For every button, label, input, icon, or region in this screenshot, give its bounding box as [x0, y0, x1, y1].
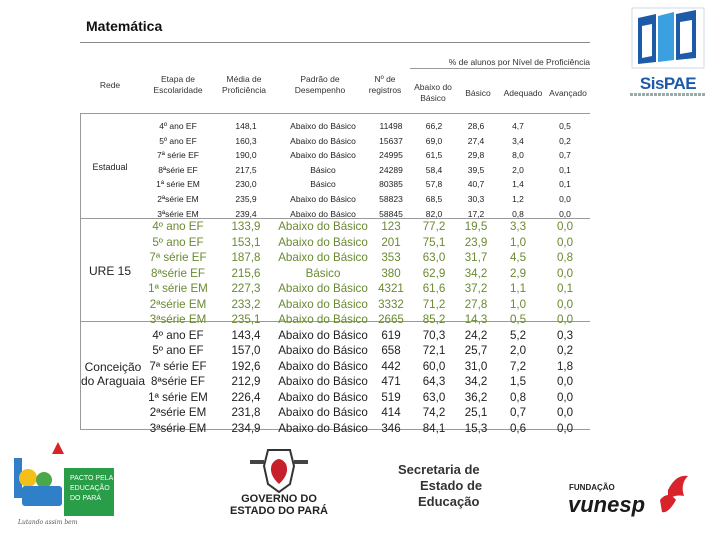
- cell-registros: 658: [381, 344, 401, 357]
- fundacao-text: FUNDAÇÃO: [569, 483, 615, 492]
- cell-abaixo: 64,3: [422, 375, 446, 388]
- cell-media: 235,9: [235, 193, 257, 204]
- table-row: [140, 312, 590, 328]
- cell-media: 235,1: [231, 313, 261, 326]
- cell-padrao: Abaixo do Básico: [278, 313, 368, 326]
- cell-media: 153,1: [231, 235, 261, 249]
- governo-para-logo-icon: [230, 450, 328, 517]
- seduc-line2: Estado de: [420, 478, 483, 493]
- cell-adequado: 2,9: [509, 266, 527, 280]
- cell-adequado: 0,6: [509, 421, 527, 435]
- cell-registros: 471: [381, 375, 401, 388]
- cell-media: 143,4: [231, 328, 261, 342]
- cell-avancado: 1,8: [556, 359, 574, 373]
- governo-line1: GOVERNO DO: [241, 493, 317, 505]
- cell-basico: 34,2: [464, 266, 488, 280]
- cell-abaixo: 69,0: [425, 135, 443, 146]
- cell-avancado: 0,0: [559, 208, 571, 219]
- cell-media: 192,6: [231, 359, 261, 373]
- cell-padrao: Abaixo do Básico: [278, 220, 368, 233]
- cell-avancado: 0,2: [559, 135, 571, 146]
- cell-adequado: 1,5: [509, 375, 527, 388]
- seduc-logo-icon: [398, 462, 482, 509]
- cell-registros: 619: [381, 328, 401, 342]
- cell-registros: 123: [381, 220, 401, 233]
- table-row: [140, 390, 590, 406]
- cell-etapa: 4º ano EF: [159, 121, 197, 131]
- cell-etapa: 5º ano EF: [152, 235, 204, 249]
- cell-etapa: 5º ano EF: [159, 135, 197, 146]
- cell-basico: 15,3: [464, 421, 488, 435]
- cell-abaixo: 77,2: [422, 220, 446, 233]
- cell-registros: 201: [381, 235, 401, 249]
- estadual-rows: [140, 119, 590, 221]
- cell-avancado: 0,0: [556, 390, 574, 404]
- pacto-tagline: Lutando assim bem: [18, 519, 78, 526]
- svg-text:DO PARÁ: DO PARÁ: [70, 495, 101, 502]
- cell-basico: 30,3: [467, 193, 485, 204]
- cell-etapa: 3ªsérie EM: [149, 313, 207, 326]
- cell-padrao: Abaixo do Básico: [278, 235, 368, 249]
- table-row: [140, 405, 590, 421]
- cell-registros: 15637: [379, 135, 403, 146]
- cell-abaixo: 57,8: [425, 179, 443, 190]
- cell-media: 239,4: [235, 208, 257, 219]
- cell-basico: 14,3: [464, 313, 488, 326]
- cell-registros: 2665: [378, 313, 404, 326]
- cell-etapa: 4º ano EF: [152, 328, 204, 342]
- cell-adequado: 1,2: [512, 193, 524, 204]
- cell-basico: 39,5: [467, 164, 485, 175]
- cell-abaixo: 66,2: [425, 121, 443, 131]
- footer-logos: [0, 440, 720, 540]
- table-row: [140, 281, 590, 297]
- cell-media: 227,3: [231, 282, 261, 295]
- cell-media: 233,2: [231, 297, 261, 311]
- cell-basico: 17,2: [467, 208, 485, 219]
- cell-avancado: 0,1: [559, 164, 571, 175]
- cell-media: 133,9: [231, 220, 261, 233]
- cell-basico: 19,5: [464, 220, 488, 233]
- cell-registros: 519: [381, 390, 401, 404]
- page-title: Matemática: [86, 18, 163, 34]
- cell-adequado: 0,7: [509, 406, 527, 419]
- cell-adequado: 7,2: [509, 359, 527, 373]
- cell-abaixo: 58,4: [425, 164, 443, 175]
- cell-padrao: Abaixo do Básico: [278, 421, 368, 435]
- table-row: [140, 343, 590, 359]
- cell-registros: 353: [381, 251, 401, 264]
- cell-padrao: Abaixo do Básico: [290, 193, 356, 204]
- cell-avancado: 0,2: [556, 344, 574, 357]
- cell-etapa: 8ªsérie EF: [158, 164, 198, 175]
- cell-avancado: 0,0: [556, 266, 574, 280]
- cell-etapa: 8ªsérie EF: [151, 375, 205, 388]
- table-row: [140, 235, 590, 251]
- vunesp-logo-icon: [568, 476, 688, 517]
- table-row: [140, 250, 590, 266]
- svg-text:EDUCAÇÃO: EDUCAÇÃO: [70, 485, 110, 492]
- cell-etapa: 5º ano EF: [152, 344, 204, 357]
- cell-abaixo: 62,9: [422, 266, 446, 280]
- cell-abaixo: 68,5: [425, 193, 443, 204]
- cell-media: 190,0: [235, 150, 257, 161]
- cell-adequado: 1,4: [512, 179, 524, 190]
- cell-etapa: 3ªsérie EM: [157, 208, 199, 219]
- cell-etapa: 1ª série EM: [156, 179, 200, 190]
- cell-padrao: Abaixo do Básico: [278, 251, 368, 264]
- ure15-rows: [140, 219, 590, 328]
- header-rede: Rede: [99, 80, 121, 90]
- cell-abaixo: 85,2: [422, 313, 446, 326]
- cell-media: 217,5: [235, 164, 257, 175]
- super-header-rule: [410, 68, 590, 69]
- cell-avancado: 0,0: [556, 220, 574, 233]
- cell-padrao: Abaixo do Básico: [278, 406, 368, 419]
- title-divider: [80, 42, 590, 43]
- cell-adequado: 2,0: [512, 164, 524, 175]
- cell-media: 234,9: [231, 421, 261, 435]
- header-adequado: Adequado: [503, 88, 543, 98]
- cell-padrao: Abaixo do Básico: [278, 375, 368, 388]
- cell-basico: 29,8: [467, 150, 485, 161]
- seduc-line3: Educação: [418, 494, 480, 509]
- cell-abaixo: 74,2: [422, 406, 446, 419]
- cell-registros: 24995: [379, 150, 403, 161]
- cell-basico: 24,2: [464, 328, 488, 342]
- cell-etapa: 3ªsérie EM: [149, 421, 207, 435]
- table-row: [140, 134, 590, 149]
- table-row: [140, 374, 590, 390]
- cell-padrao: Abaixo do Básico: [278, 297, 368, 311]
- cell-abaixo: 63,0: [422, 251, 446, 264]
- cell-etapa: 1ª série EM: [148, 282, 208, 295]
- pacto-logo-text: PACTO PELA: [70, 475, 114, 482]
- cell-registros: 380: [381, 266, 401, 280]
- cell-abaixo: 75,1: [422, 235, 446, 249]
- cell-registros: 24289: [379, 164, 403, 175]
- cell-padrao: Abaixo do Básico: [290, 150, 356, 161]
- header-bottom-rule: [80, 113, 590, 114]
- cell-abaixo: 71,2: [422, 297, 446, 311]
- cell-avancado: 0,1: [559, 179, 571, 190]
- cell-abaixo: 70,3: [422, 328, 446, 342]
- cell-padrao: Abaixo do Básico: [278, 390, 368, 404]
- cell-etapa: 8ªsérie EF: [151, 266, 205, 280]
- cell-registros: 442: [381, 359, 401, 373]
- cell-etapa: 2ªsérie EM: [149, 406, 207, 419]
- cell-adequado: 0,8: [509, 390, 527, 404]
- cell-basico: 31,0: [464, 359, 488, 373]
- cell-registros: 346: [381, 421, 401, 435]
- cell-adequado: 2,0: [509, 344, 527, 357]
- table-row: [140, 163, 590, 178]
- table-row: [140, 328, 590, 344]
- cell-media: 231,8: [231, 406, 261, 419]
- cell-adequado: 1,1: [509, 282, 527, 295]
- table-row: [140, 266, 590, 282]
- conceicao-rows: [140, 328, 590, 437]
- cell-abaixo: 61,6: [422, 282, 446, 295]
- proficiency-super-header: % de alunos por Nível de Proficiência: [448, 57, 590, 67]
- cell-basico: 36,2: [464, 390, 488, 404]
- cell-padrao: Básico: [310, 164, 336, 175]
- cell-avancado: 0,0: [559, 193, 571, 204]
- table-row: [140, 219, 590, 235]
- cell-avancado: 0,1: [556, 282, 574, 295]
- cell-media: 230,0: [235, 179, 257, 190]
- cell-padrao: Abaixo do Básico: [290, 208, 356, 219]
- cell-basico: 31,7: [464, 251, 488, 264]
- cell-registros: 11498: [379, 121, 403, 131]
- cell-adequado: 5,2: [509, 328, 527, 342]
- cell-adequado: 3,4: [512, 135, 524, 146]
- cell-etapa: 1ª série EM: [148, 390, 208, 404]
- cell-abaixo: 61,5: [425, 150, 443, 161]
- cell-adequado: 4,5: [509, 251, 527, 264]
- cell-basico: 27,8: [464, 297, 488, 311]
- cell-abaixo: 60,0: [422, 359, 446, 373]
- cell-basico: 23,9: [464, 235, 488, 249]
- cell-padrao: Básico: [305, 266, 341, 280]
- table-row: [140, 119, 590, 134]
- cell-registros: 4321: [378, 282, 404, 295]
- cell-etapa: 7ª série EF: [149, 251, 207, 264]
- header-etapa: Etapa de Escolaridade: [153, 74, 203, 95]
- cell-padrao: Abaixo do Básico: [290, 121, 356, 131]
- cell-media: 148,1: [235, 121, 257, 131]
- rede-ure15: URE 15: [88, 264, 132, 278]
- cell-avancado: 0,0: [556, 313, 574, 326]
- cell-etapa: 2ªsérie EM: [149, 297, 207, 311]
- cell-registros: 3332: [378, 297, 404, 311]
- cell-abaixo: 84,1: [422, 421, 446, 435]
- header-media: Média de Proficiência: [222, 74, 266, 95]
- table-row: [140, 177, 590, 192]
- cell-avancado: 0,5: [559, 121, 571, 131]
- header-basico: Básico: [465, 88, 491, 98]
- header-avancado: Avançado: [549, 88, 587, 98]
- cell-adequado: 3,3: [509, 220, 527, 233]
- cell-padrao: Abaixo do Básico: [278, 328, 368, 342]
- table-row: [140, 421, 590, 437]
- rede-conceicao: Conceição do Araguaia: [80, 360, 146, 388]
- pacto-logo-icon: [14, 442, 114, 526]
- seduc-line1: Secretaria de: [398, 462, 480, 477]
- cell-adequado: 8,0: [512, 150, 524, 161]
- governo-line2: ESTADO DO PARÁ: [230, 505, 328, 517]
- cell-avancado: 0,0: [556, 375, 574, 388]
- cell-etapa: 7ª série EF: [157, 150, 199, 161]
- cell-avancado: 0,7: [559, 150, 571, 161]
- cell-abaixo: 72,1: [422, 344, 446, 357]
- cell-adequado: 4,7: [512, 121, 524, 131]
- vunesp-text: vunesp: [568, 492, 646, 517]
- cell-padrao: Abaixo do Básico: [290, 135, 356, 146]
- sispae-logo-underline: [630, 93, 706, 96]
- cell-basico: 27,4: [467, 135, 485, 146]
- cell-avancado: 0,0: [556, 421, 574, 435]
- cell-media: 187,8: [231, 251, 261, 264]
- cell-registros: 414: [381, 406, 401, 419]
- cell-basico: 25,1: [464, 406, 488, 419]
- regional-rows: [140, 219, 590, 436]
- cell-padrao: Básico: [310, 179, 336, 190]
- header-abaixo: Abaixo do Básico: [414, 82, 452, 103]
- table-row: [140, 192, 590, 207]
- cell-adequado: 1,0: [509, 297, 527, 311]
- cell-avancado: 0,0: [556, 235, 574, 249]
- table-row: [140, 359, 590, 375]
- cell-basico: 34,2: [464, 375, 488, 388]
- table-row: [140, 297, 590, 313]
- sispae-logo-text: SisPAE: [639, 74, 697, 93]
- cell-media: 157,0: [231, 344, 261, 357]
- rede-estadual: Estadual: [92, 162, 128, 172]
- cell-avancado: 0,0: [556, 406, 574, 419]
- cell-adequado: 0,8: [512, 208, 524, 219]
- cell-registros: 80385: [379, 179, 403, 190]
- cell-adequado: 1,0: [509, 235, 527, 249]
- cell-basico: 28,6: [467, 121, 485, 131]
- cell-basico: 37,2: [464, 282, 488, 295]
- cell-abaixo: 82,0: [425, 208, 443, 219]
- table-row: [140, 148, 590, 163]
- cell-etapa: 2ªsérie EM: [157, 193, 199, 204]
- cell-registros: 58845: [379, 208, 403, 219]
- cell-avancado: 0,3: [556, 328, 574, 342]
- cell-registros: 58823: [379, 193, 403, 204]
- cell-basico: 25,7: [464, 344, 488, 357]
- cell-etapa: 7ª série EF: [149, 359, 207, 373]
- cell-abaixo: 63,0: [422, 390, 446, 404]
- header-padrao: Padrão de Desempenho: [294, 74, 346, 95]
- cell-media: 212,9: [231, 375, 261, 388]
- cell-basico: 40,7: [467, 179, 485, 190]
- cell-padrao: Abaixo do Básico: [278, 344, 368, 357]
- cell-avancado: 0,8: [556, 251, 574, 264]
- cell-media: 215,6: [231, 266, 261, 280]
- cell-avancado: 0,0: [556, 297, 574, 311]
- header-registros: Nº de registros: [368, 74, 402, 95]
- cell-adequado: 0,5: [509, 313, 527, 326]
- cell-media: 226,4: [231, 390, 261, 404]
- cell-padrao: Abaixo do Básico: [278, 282, 368, 295]
- cell-media: 160,3: [235, 135, 257, 146]
- cell-etapa: 4º ano EF: [152, 220, 204, 233]
- cell-padrao: Abaixo do Básico: [278, 359, 368, 373]
